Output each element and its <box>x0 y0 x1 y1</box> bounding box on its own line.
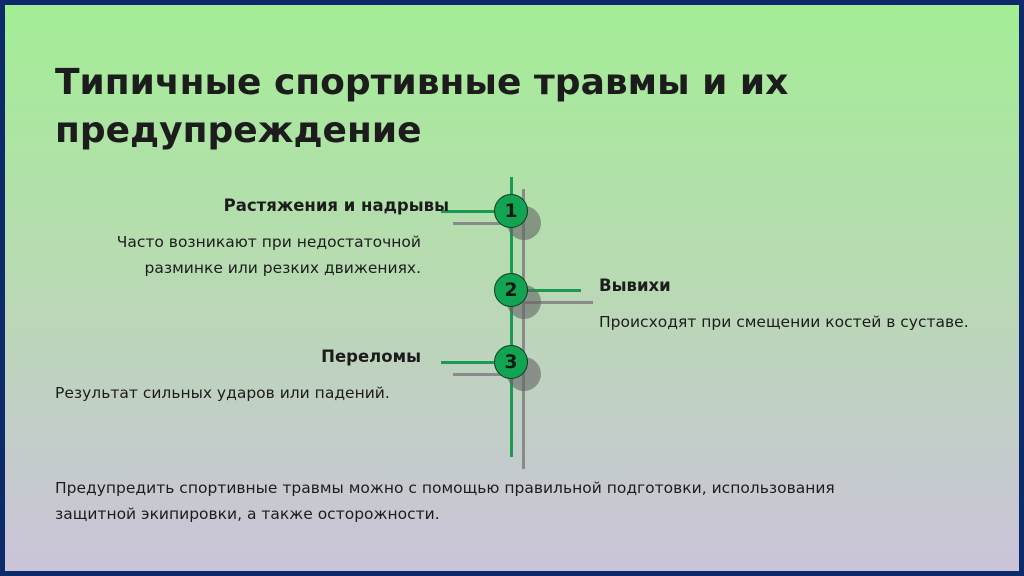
marker-1: 1 <box>494 194 528 228</box>
footer-line2: защитной экипировки, а также осторожности. <box>55 505 440 523</box>
item-3-heading: Переломы <box>321 347 421 366</box>
item-2-text: Происходят при смещении костей в суставе. <box>599 313 969 331</box>
item-2-heading: Вывихи <box>599 276 671 295</box>
item-1-heading: Растяжения и надрывы <box>223 196 449 215</box>
item-3-text: Результат сильных ударов или падений. <box>55 384 390 402</box>
marker-2: 2 <box>494 273 528 307</box>
item-1-text-line2: разминке или резких движениях. <box>144 259 421 277</box>
marker-3: 3 <box>494 345 528 379</box>
slide-title: Типичные спортивные травмы и их предупреждение <box>55 62 789 151</box>
item-1-text-line1: Часто возникают при недостаточной <box>116 233 421 251</box>
footer-line1: Предупредить спортивные травмы можно с помощью правильной подготовки, использования <box>55 479 835 497</box>
